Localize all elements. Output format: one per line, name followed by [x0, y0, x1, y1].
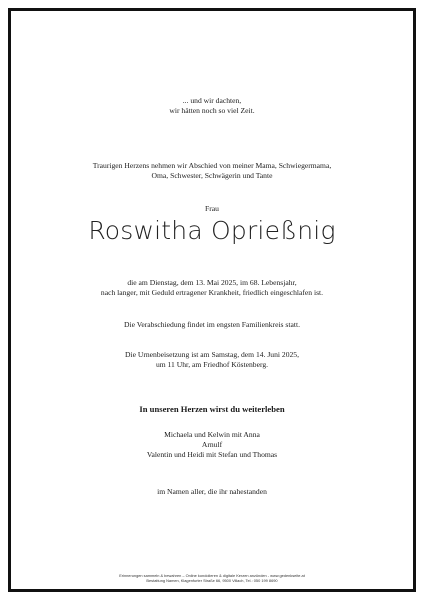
farewell-notice: Die Verabschiedung findet im engsten Familienkreis statt. — [124, 320, 300, 329]
salutation: Frau — [205, 204, 219, 213]
motto-line: ... und wir dachten, — [182, 96, 242, 105]
intro-text — [0, 161, 424, 181]
burial-line: um 11 Uhr, am Friedhof Köstenberg. — [155, 360, 269, 369]
burial-line: Die Urnenbeisetzung ist am Samstag, dem 14. Juni 2025, — [125, 350, 299, 359]
intro-line: Oma, Schwester, Schwägerin und Tante — [151, 171, 273, 180]
death-notice — [0, 278, 424, 298]
footer — [0, 573, 424, 584]
remembrance-heading: In unseren Herzen wirst du weiterleben — [139, 404, 285, 414]
footer-line: Bestattung Namen, Klagenfurter Straße 66, 9500 Villach, Tel.: 050 199 8690 — [146, 578, 278, 584]
footer-line: Erinnerungen sammeln & bewahren – Online kondolieren & digitale Kerzen anzünden - www.gedenkseite.at — [119, 573, 305, 578]
mourner-line: Arnulf — [201, 440, 223, 449]
deceased-name: Roswitha Oprießnig — [88, 216, 336, 245]
mourners-list — [0, 430, 424, 460]
motto — [0, 96, 424, 116]
closing-line: im Namen aller, die ihr nahestanden — [157, 487, 267, 496]
burial-notice — [0, 350, 424, 370]
intro-line: Traurigen Herzens nehmen wir Abschied von meiner Mama, Schwiegermama, — [92, 161, 332, 170]
mourner-line: Michaela und Kelwin mit Anna — [164, 430, 260, 439]
death-notice-line: nach langer, mit Geduld ertragener Krankheit, friedlich eingeschlafen ist. — [100, 288, 324, 297]
motto-line: wir hätten noch so viel Zeit. — [169, 106, 255, 115]
death-notice-line: die am Dienstag, dem 13. Mai 2025, im 68. Lebensjahr, — [127, 278, 297, 287]
mourner-line: Valentin und Heidi mit Stefan und Thomas — [146, 450, 278, 459]
